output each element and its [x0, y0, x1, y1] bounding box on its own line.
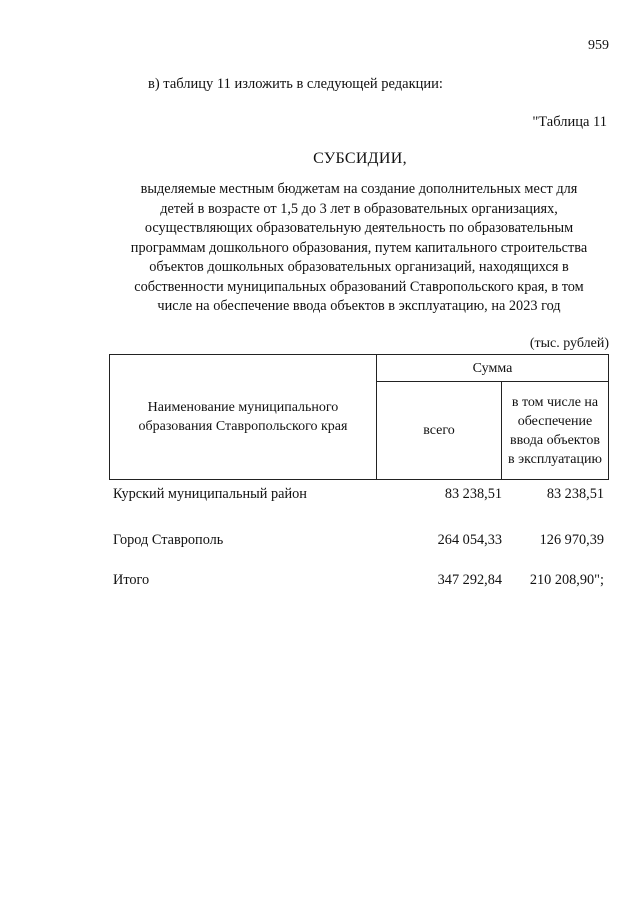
subsidy-table-header — [109, 354, 609, 480]
table-row — [113, 486, 609, 506]
row-name: Курский муниципальный район — [113, 486, 307, 502]
header-summa: Сумма — [377, 355, 609, 382]
row-including: 126 970,39 — [539, 532, 604, 548]
header-including-line: в эксплуатацию — [508, 451, 602, 467]
row-total: 347 292,84 — [437, 572, 502, 588]
header-name-line: образования Ставропольского края — [138, 419, 348, 434]
document-subtitle — [108, 180, 610, 317]
document-title: СУБСИДИИ, — [313, 150, 407, 167]
subtitle-line: числе на обеспечение ввода объектов в эксплуатацию, на 2023 год — [157, 298, 561, 314]
header-name-line: Наименование муниципального — [147, 400, 339, 415]
header-including-line: ввода объектов — [510, 432, 600, 448]
units-label: (тыс. рублей) — [529, 336, 609, 351]
page-number: 959 — [588, 38, 609, 53]
subtitle-line: осуществляющих образовательную деятельность по образовательным — [144, 220, 574, 236]
row-including: 210 208,90"; — [529, 572, 604, 588]
header-including-line: обеспечение — [517, 413, 593, 429]
table-row-total — [113, 572, 609, 592]
header-total: всего — [377, 382, 502, 480]
table-label: "Таблица 11 — [532, 114, 607, 130]
row-total: 264 054,33 — [437, 532, 502, 548]
subtitle-line: объектов дошкольных образовательных организаций, находящихся в — [149, 259, 569, 275]
subtitle-line: программам дошкольного образования, путем капитального строительства — [130, 239, 588, 256]
header-including-line: в том числе на — [511, 394, 599, 410]
subtitle-line: собственности муниципальных образований Ставропольского края, в том — [134, 278, 584, 295]
row-name: Город Ставрополь — [113, 532, 224, 548]
table-row — [113, 532, 609, 552]
row-including: 83 238,51 — [546, 486, 604, 502]
subtitle-line: выделяемые местным бюджетам на создание дополнительных мест для — [140, 181, 578, 197]
row-name: Итого — [113, 572, 150, 588]
intro-text: в) таблицу 11 изложить в следующей редакции: — [148, 76, 443, 92]
row-total: 83 238,51 — [444, 486, 502, 502]
subtitle-line: детей в возрасте от 1,5 до 3 лет в образовательных организациях, — [160, 200, 558, 217]
header-municipality-name — [110, 355, 377, 480]
header-including — [502, 382, 609, 480]
